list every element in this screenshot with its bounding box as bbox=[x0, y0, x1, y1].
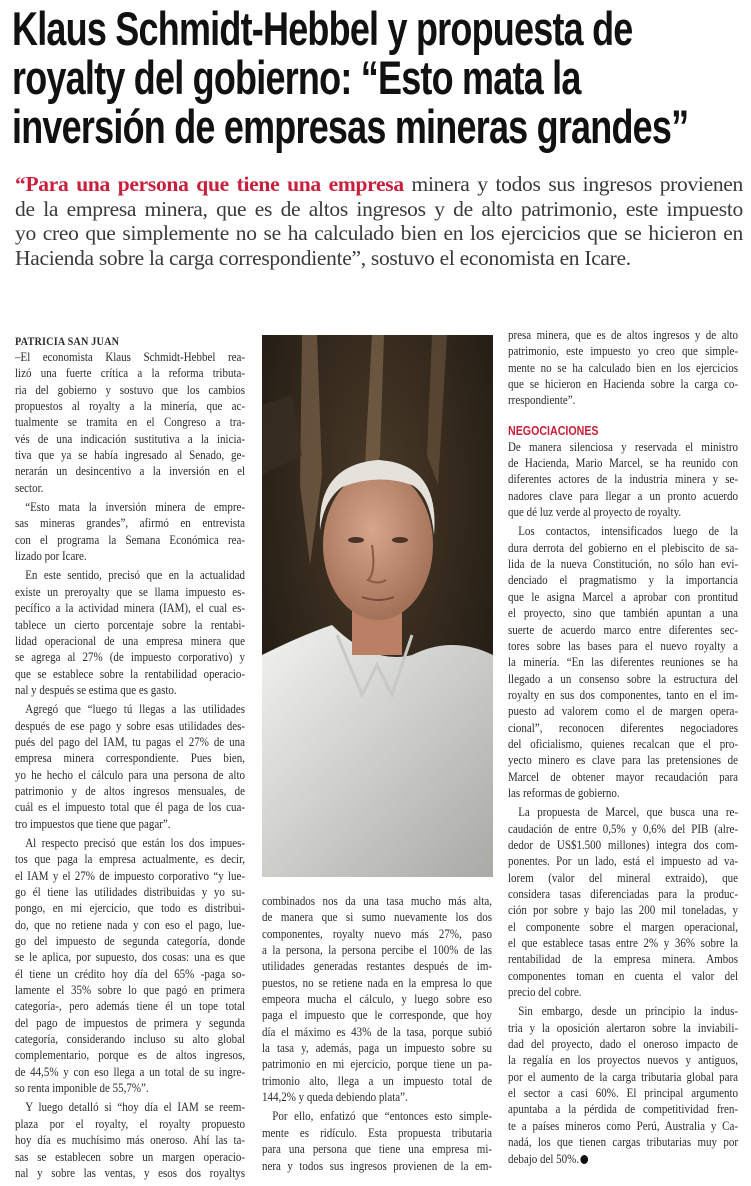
text-line: Marcel de obtener mayor recaudación para bbox=[508, 769, 739, 784]
text-line: dad del proyecto, dado el oneroso impacto de bbox=[508, 1037, 739, 1052]
text-line: pongo, en mi ejercicio, que todo es distribui- bbox=[15, 901, 246, 916]
text-line: combinados nos da una tasa mucho más alta, bbox=[262, 894, 493, 908]
text-line: nadores clave para llegar a un pronto acuerdo bbox=[508, 488, 739, 503]
text-line: empresa minera correspondiente. Pues bien, bbox=[15, 751, 246, 766]
text-line: apuntaba a la pérdida de competitividad fren- bbox=[508, 1102, 739, 1117]
text-line: puestos, no se retiene nada en la empresa lo que bbox=[262, 975, 493, 990]
article-paragraph bbox=[15, 499, 245, 564]
text-line: lida de la nueva Constitución, no sólo han evi- bbox=[508, 557, 739, 572]
text-line: se agrega al 27% (de impuesto corporativo) y bbox=[15, 650, 246, 665]
article-paragraph bbox=[508, 1003, 738, 1166]
text-line: do, que no retiene nada y con eso el pago, lue- bbox=[15, 917, 246, 932]
text-line: vés de una indicación sustitutiva a la inicia- bbox=[15, 431, 246, 446]
text-line: categoría-, pero además tiene él un tope total bbox=[15, 999, 246, 1014]
text-line: debajo del 50%. bbox=[508, 1151, 738, 1167]
section-subheading: NEGOCIACIONES bbox=[508, 423, 599, 438]
text-line: por el aumento de la carga tributaria global para bbox=[508, 1069, 739, 1084]
text-line: Sin embargo, desde un principio la indus- bbox=[518, 1004, 739, 1019]
deck-summary bbox=[15, 172, 743, 270]
text-line: caudación de entre 0,5% y 0,6% del PIB (alre- bbox=[508, 821, 739, 836]
text-line: considera tasas diferenciadas para la produc- bbox=[508, 887, 739, 901]
deck-line: Hacienda sobre la carga correspondiente”, sostuvo el economista en Icare. bbox=[15, 245, 631, 270]
text-line: categoría, considerando incluso su alto global bbox=[15, 1032, 246, 1047]
author-byline: PATRICIA SAN JUAN bbox=[15, 334, 120, 348]
text-line: existe un preroyalty que se llama impuesto es- bbox=[15, 584, 246, 599]
article-paragraph bbox=[262, 893, 492, 1105]
text-line: dedor de US$1.500 millones) integra dos com- bbox=[508, 837, 739, 852]
text-line: tualmente se tramita en el Congreso a tra- bbox=[15, 415, 246, 430]
text-line: la minería. “En las diferentes reuniones se ha bbox=[508, 655, 739, 670]
text-line: te a países mineros como Perú, Australia y Ca- bbox=[508, 1118, 739, 1133]
text-line: componentes, royalty nuevo más 27%, paso bbox=[262, 926, 493, 941]
text-line: que se hicieron en Hacienda sobre la carga co- bbox=[508, 377, 739, 392]
text-line: nera y todos sus ingresos provienen de la em- bbox=[262, 1158, 493, 1173]
text-line: mente no se ha calculado bien en los ejercicios bbox=[508, 360, 739, 375]
text-line: tos que paga la empresa actualmente, es decir, bbox=[15, 852, 246, 867]
text-line: cional”, reconocen diferentes negociadores bbox=[508, 720, 739, 735]
text-line: hoy día es muchísimo más oneroso. Ahí las ta- bbox=[15, 1133, 246, 1148]
text-line: tria y la oposición alertaron sobre la inviabili- bbox=[508, 1020, 739, 1035]
text-line: después de ese pago y sobre esas utilidades des- bbox=[15, 718, 246, 733]
text-line: La propuesta de Marcel, que busca una re- bbox=[518, 805, 739, 820]
portrait-photo-icon bbox=[262, 335, 493, 877]
text-line: lidad operacional de una empresa minera que bbox=[15, 633, 246, 648]
text-line: paga el impuesto que le corresponde, que hoy bbox=[262, 1008, 493, 1023]
text-line: De manera silenciosa y reservada el ministro bbox=[508, 439, 739, 454]
text-line: ria del gobierno y sostuvo que los cambios bbox=[15, 382, 246, 397]
text-line: pecífico a la actividad minera (IAM), el cual es- bbox=[15, 601, 246, 616]
text-line: go del impuesto de segunda categoría, donde bbox=[15, 934, 246, 949]
headline-line: inversión de empresas mineras grandes” bbox=[12, 100, 689, 153]
text-line: Por ello, enfatizó que “entonces esto simple- bbox=[272, 1109, 493, 1124]
text-line: dura derrota del gobierno en el plebiscito de sa- bbox=[508, 540, 739, 555]
text-line: nal y después se estima que es gasto. bbox=[15, 682, 177, 697]
text-line: go él tiene las utilidades distribuidas y yo su- bbox=[15, 885, 246, 899]
text-line: denciado el pragmatismo y la importancia bbox=[508, 573, 739, 588]
text-line: que dé luz verde al proyecto de royalty. bbox=[508, 505, 682, 520]
text-line: tores sobre las bases para el nuevo royalty a bbox=[508, 638, 739, 653]
deck-line: yo creo que simplemente no se ha calculado bien en los ejercicios que se hicieron en bbox=[15, 221, 743, 245]
deck-line: de la empresa minera, que es de altos ingresos y de alto patrimonio, este impuesto bbox=[15, 196, 743, 221]
text-line: Agregó que “luego tú llegas a las utilidades bbox=[25, 702, 246, 717]
text-line: lizado por Icare. bbox=[15, 549, 87, 564]
text-line: pués del pago del IAM, tu pagas el 27% de una bbox=[15, 734, 246, 749]
headline-line: royalty del gobierno: “Esto mata la bbox=[12, 51, 581, 104]
text-line: Los contactos, intensificados luego de la bbox=[518, 524, 739, 539]
text-line: sas mineras grandes”, afirmó en entrevista bbox=[15, 516, 246, 531]
text-line: que se establece sobre la rentabilidad operacio- bbox=[15, 666, 246, 681]
text-line: ponentes. Por un lado, está el impuesto ad va- bbox=[508, 854, 739, 869]
text-line: rrespondiente”. bbox=[508, 393, 576, 408]
text-line: del pago de impuestos de primera y segunda bbox=[15, 1015, 246, 1030]
text-line: el componente sobre el margen operacional, bbox=[508, 919, 739, 934]
text-line: propuestos al royalty a la minería, que ac- bbox=[15, 399, 246, 414]
text-line: puesto ad valorem como el de margen opera- bbox=[508, 704, 739, 719]
text-line: nadá, los que tienen cargas tributarias muy por bbox=[508, 1135, 739, 1150]
text-line: lamente el 35% sobre lo que pagó en primera bbox=[15, 983, 246, 998]
end-mark-icon bbox=[581, 1155, 589, 1164]
text-line: empeora mucha el cálculo, y luego sobre eso bbox=[262, 992, 493, 1007]
article-column-left bbox=[15, 333, 245, 1184]
text-line: el que establece tasas entre 2% y 36% sobre la bbox=[508, 936, 739, 951]
text-line: para una persona que tiene una empresa mi- bbox=[262, 1142, 493, 1157]
text-line: lorem (valor del mineral extraido), que bbox=[508, 870, 739, 885]
text-line: la tasa y, además, paga un impuesto sobre su bbox=[262, 1041, 493, 1056]
text-line: el sector a casi 60%. El principal argumento bbox=[508, 1086, 739, 1101]
text-line: sector. bbox=[15, 480, 44, 495]
headline-line: Klaus Schmidt-Hebbel y propuesta de bbox=[12, 2, 633, 55]
article-column-middle bbox=[262, 893, 492, 1177]
article-paragraph bbox=[15, 835, 245, 1097]
article-paragraph bbox=[508, 804, 738, 1000]
article-paragraph bbox=[508, 327, 738, 409]
article-paragraph bbox=[262, 1108, 492, 1173]
text-line: plaza por el royalty, el royalty propuesto bbox=[15, 1116, 246, 1131]
text-line: cuál es el impuesto total que él paga de los cua- bbox=[15, 800, 246, 815]
text-line: patrimonio, este impuesto yo creo que simple- bbox=[508, 344, 739, 359]
text-line: patrimonio y de altos ingresos mensuales, de bbox=[15, 783, 246, 798]
text-line: el proyecto, sino que también apuntan a una bbox=[508, 606, 739, 621]
text-line: día el máximo es 43% de la tasa, porque subió bbox=[262, 1024, 493, 1039]
text-line: En este sentido, precisó que en la actualidad bbox=[25, 568, 246, 583]
text-line: se le aplica, por supuesto, dos cosas: una es que bbox=[15, 950, 246, 965]
text-line: a la persona, la persona percibe el 100% de las bbox=[262, 943, 493, 958]
text-line: lizó una fuerte crítica a la reforma tributa- bbox=[15, 366, 246, 381]
text-line: el IAM y el 27% de impuesto corporativo “y lue- bbox=[15, 868, 246, 883]
article-paragraph bbox=[15, 349, 245, 496]
text-line: –El economista Klaus Schmidt-Hebbel rea- bbox=[15, 350, 246, 364]
text-line: de manera que si sumo nuevamente los dos bbox=[262, 910, 493, 925]
text-line: 144,2% y queda debiendo plata”. bbox=[262, 1090, 408, 1105]
text-line: Al respecto precisó que están los dos impues- bbox=[25, 835, 246, 850]
text-line: utilidades generadas restantes después de im- bbox=[262, 959, 493, 974]
text-line: trimonio alto, llega a un impuesto total de bbox=[262, 1073, 493, 1088]
headline bbox=[12, 4, 751, 151]
text-line: complementario, porque es de altos ingresos, bbox=[15, 1048, 246, 1063]
article-paragraph bbox=[508, 523, 738, 801]
text-line: rentabilidad de la empresa minera. Ambos bbox=[508, 952, 739, 967]
text-line: llegado a un consenso sobre la estructura del bbox=[508, 671, 739, 686]
text-line: suerte de acuerdo marco entre diferentes sec- bbox=[508, 622, 739, 637]
text-line: que le asigna Marcel a aprobar con prontitud bbox=[508, 589, 739, 604]
text-line: componentes toman en cuenta el valor del bbox=[508, 968, 739, 983]
text-line: so renta imponible de 55,7%”. bbox=[15, 1081, 149, 1096]
text-line: del oficialismo, quienes recalcan que el pro- bbox=[508, 736, 739, 751]
article-column-right bbox=[508, 327, 738, 1170]
text-line: nerarán un desincentivo a la inversión en el bbox=[15, 464, 246, 479]
text-line: sas se establecen sobre un margen operacio- bbox=[15, 1149, 246, 1164]
article-paragraph bbox=[15, 567, 245, 698]
text-line: de 44,5% y con eso llega a un total de su ingre- bbox=[15, 1064, 246, 1079]
text-line: mente es ridículo. Esta propuesta tributaria bbox=[262, 1125, 493, 1140]
text-line: él tiene un crédito hoy día del 65% -paga so- bbox=[15, 966, 246, 981]
text-line: “Esto mata la inversión minera de empre- bbox=[25, 500, 246, 515]
text-line: con el programa la Semana Económica rea- bbox=[15, 532, 246, 547]
text-line: diferentes actores de la industria minera y se- bbox=[508, 472, 739, 487]
text-line: yo he hecho el cálculo para una persona de alto bbox=[15, 767, 246, 782]
article-paragraph bbox=[15, 701, 245, 832]
text-line: presa minera, que es de altos ingresos y de alto bbox=[508, 328, 739, 342]
text-line: tro impuestos que tiene que pagar”. bbox=[15, 816, 171, 831]
text-line: las reformas de gobierno. bbox=[508, 785, 620, 800]
text-line: tiva que ya se había ingresado al Senado, ge- bbox=[15, 448, 246, 463]
text-line: la regalía en los proyectos nuevos y antiguos, bbox=[508, 1053, 739, 1068]
text-line: yecto minero es clave para las pretensiones de bbox=[508, 753, 739, 768]
text-line: ción por sobre y bajo las 200 mil toneladas, y bbox=[508, 903, 739, 918]
text-line: royalty en sus dos componentes, tanto en el im- bbox=[508, 687, 739, 702]
deck-line bbox=[15, 172, 743, 197]
portrait-photo bbox=[262, 335, 493, 877]
text-line: nal y sobre las ventas, y esos dos royaltys bbox=[15, 1165, 246, 1180]
article-paragraph bbox=[508, 439, 738, 521]
text-line: de Hacienda, Mario Marcel, se ha reunido con bbox=[508, 456, 739, 471]
text-line: precio del cobre. bbox=[508, 985, 582, 1000]
text-line: patrimonio en mi ejercicio, porque tiene un pa- bbox=[262, 1057, 493, 1072]
text-line: Y luego detalló si “hoy día el IAM se reem- bbox=[25, 1100, 246, 1115]
article-paragraph bbox=[15, 1099, 245, 1181]
deck-line-text: minera y todos sus ingresos provienen bbox=[403, 172, 743, 196]
text-line: tablece un cierto porcentaje sobre la rentabi- bbox=[15, 617, 246, 632]
deck-highlight: “Para una persona que tiene una empresa bbox=[15, 172, 404, 196]
